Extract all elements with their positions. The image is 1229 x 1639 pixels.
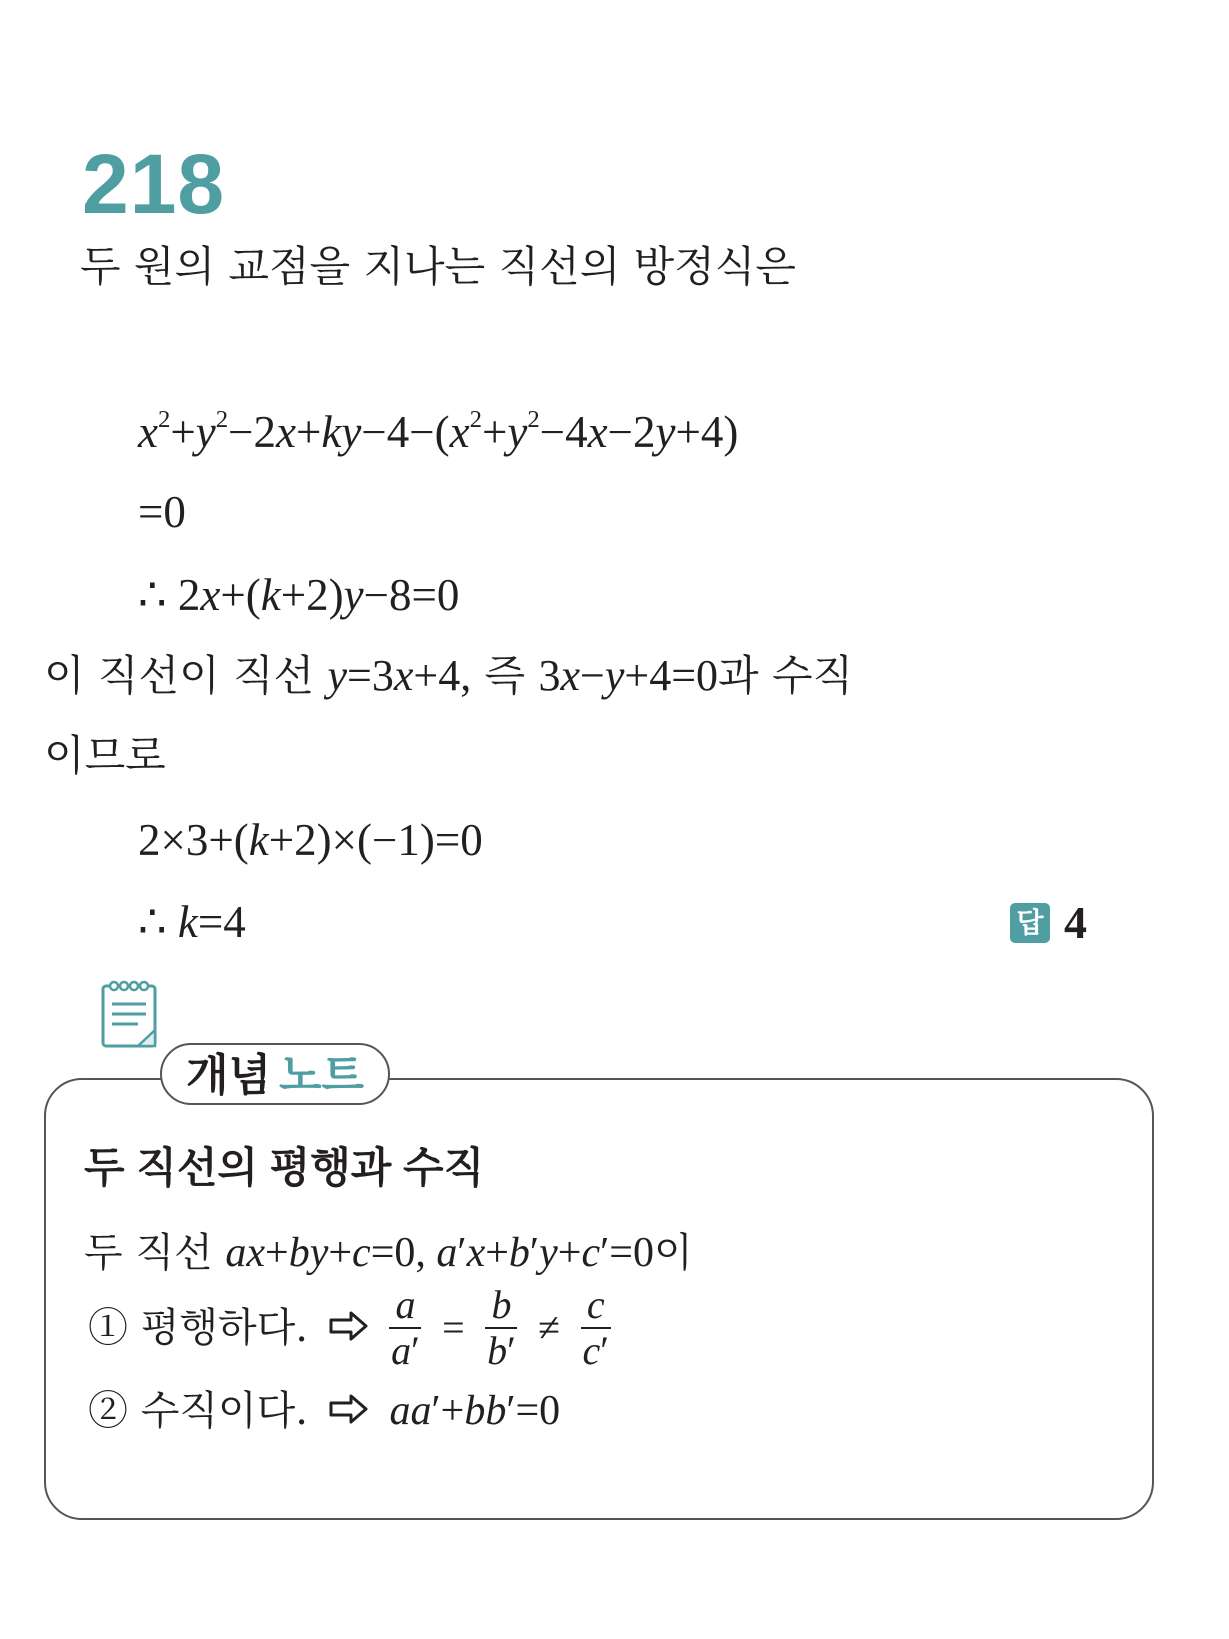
note-line-1: 두 직선 ax+by+c=0, a′x+b′y+c′=0이 [84, 1230, 693, 1276]
equation-line-1: $x^2+y^2-2x+ky-4-(x^2+y^2-4x-2y+4)$ [138, 406, 739, 457]
intro-text: 두 원의 교점을 지나는 직선의 방정식은 [80, 242, 796, 291]
answer [1010, 896, 1087, 949]
perpendicular-text-cont: 이므로 [44, 731, 166, 780]
equation-line-5: ∴ k=4 [138, 897, 246, 947]
right-arrow-icon [329, 1308, 369, 1348]
equation-line-3: ∴ 2x+(k+2)y−8=0 [138, 570, 460, 620]
note-item-perpendicular: ② 수직이다. aa′+bb′=0 [88, 1388, 561, 1434]
perpendicular-text: 이 직선이 직선 y=3x+4, 즉 3x−y+4=0과 수직 [44, 651, 854, 700]
equation-line-4: 2×3+(k+2)×(−1)=0 [138, 815, 483, 865]
right-arrow-icon [329, 1391, 369, 1431]
problem-number: 218 [82, 137, 226, 231]
equation-line-2: =0 [138, 487, 186, 537]
answer-value: 4 [1064, 897, 1087, 948]
notepad-icon [100, 978, 160, 1054]
note-item-parallel: ① 평행하다. $\frac{a}{a'}$ = $\frac{b}{b'}$ ≠ $\frac{c}{c'}$ [88, 1282, 609, 1373]
answer-badge: 답 [1010, 903, 1050, 943]
concept-note-title: 개념 노트 [186, 1051, 365, 1100]
note-heading: 두 직선의 평행과 수직 [84, 1144, 485, 1191]
